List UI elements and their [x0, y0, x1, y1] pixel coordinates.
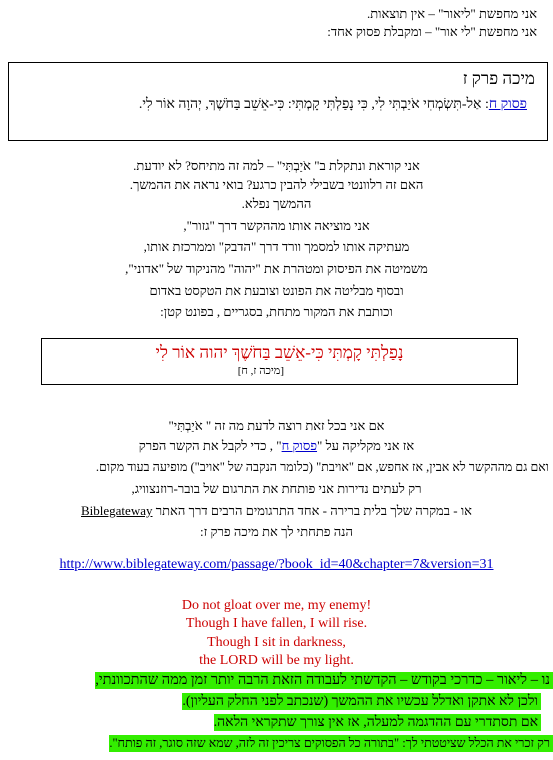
biblegateway-link[interactable]: Biblegateway [81, 503, 153, 518]
verse-link[interactable]: פסוק ח [488, 97, 527, 112]
para2-line-2-after: " , כדי לקבל את הקשר הפרק [138, 438, 282, 453]
highlight-line-3: אם תסתדרי עם ההדגמה למעלה, אז אין צורך שתקראי הלאה. [214, 714, 541, 731]
para1-line-2: האם זה רלוונטי בשבילי להבין כרגע? בואי נראה את ההמשך. [129, 177, 424, 192]
url-text[interactable]: http://www.biblegateway.com/passage/?book_id=40&chapter=7&version=31 [59, 557, 494, 572]
english-line-1: Do not gloat over me, my enemy! [181, 598, 372, 613]
para2-line-5-before: או - במקרה שלך בלית ברירה - אחד התרגומים הרבים דרך האתר [152, 503, 472, 518]
para2-line-2 [0, 438, 553, 454]
search-result-line-2: אני מחפשת "לי אור" – ומקבלת פסוק אחד: [327, 24, 537, 39]
para1-line-1: אני קוראת ונתקלת ב" אֹיַבְתִּי" – למה זה מתיחס? לא יודעת. [133, 158, 420, 173]
para1-line-4: אני מוציאה אותו מההקשר דרך "גזור", [183, 218, 370, 233]
biblegateway-url[interactable] [0, 557, 553, 573]
highlight-line-2: ולכן לא אתקן ואדלל עכשיו את ההמשך (שנכתב לפני החלק העליון). [182, 693, 541, 710]
para2-line-5 [0, 503, 553, 519]
para1-line-3: ההמשך נפלא. [241, 196, 312, 211]
quoted-verse: נָפַלְתִּי קָמְתִּי כִּי-אֵשֵׁב בַּחֹשֶׁךְ יהוה אוֹר לִי [155, 343, 404, 362]
chapter-heading: מיכה פרק ז [462, 69, 535, 88]
para2-line-2-before: אז אני מקליקה על " [317, 438, 415, 453]
para1-line-7: ובסוף מבליטה את הפונט וצובעת את הטקסט באדום [149, 283, 404, 298]
verse-text: : אַל-תִּשְׂמְחִי אֹיַבְתִּי לִי, כִּי נָפַלְתִּי קָמְתִּי: כִּי-אֵשֵׁב בַּחֹשֶׁךְ, יְהוָה אוֹר לִי. [138, 97, 489, 112]
para2-line-1: אם אני בכל זאת רוצה לדעת מה זה " אֹיַבְתִּי" [168, 418, 385, 433]
para1-line-5: מעתיקה אותו למסמך וורד דרך "הדבק" וממרכזת אותו, [143, 239, 410, 254]
english-line-4: the LORD will be my light. [199, 653, 354, 668]
para1-line-6: משמיטה את הפיסוק ומטהרת את "יהוה" מהניקוד של "אדוני", [125, 261, 428, 276]
highlight-line-1: נו – ליאור – כדרכי בקודש – הקדשתי לעבודה הזאת הרבה יותר זמן ממה שהתכוונתי, [95, 672, 553, 689]
para1-line-8: וכותבת את המקור מתחת, בסגריים , בפונט קטן: [160, 304, 393, 319]
para2-line-4: רק לעתים נדירות אני פותחת את התרגום של בובר-רוזנצוויג, [131, 481, 422, 496]
verse-citation: [מיכה ז, ח] [237, 365, 284, 377]
para2-line-3: ואם גם מההקשר לא אבין, אז אחפש, אם "אויבת" (כלומר הנקבה של "אויב") מופיעה בעוד מקום. [95, 460, 549, 474]
quote-box [41, 338, 518, 385]
search-result-line-1: אני מחפשת "ליאור" – אין תוצאות. [366, 6, 537, 21]
highlight-line-4: רק זכרי את הכלל שציטטתי לך: "בתורה כל הפסוקים צריכין זה לזה, שמא שזה סוגר, זה פותח". [109, 735, 553, 752]
verse-box [8, 62, 548, 141]
verse-line [139, 97, 527, 113]
english-line-3: Though I sit in darkness, [207, 635, 346, 650]
para2-line-6: הנה פתחתי לך את מיכה פרק ז: [200, 524, 353, 539]
english-line-2: Though I have fallen, I will rise. [185, 616, 368, 631]
chapter-context-link[interactable]: פסוק ח [281, 438, 318, 453]
